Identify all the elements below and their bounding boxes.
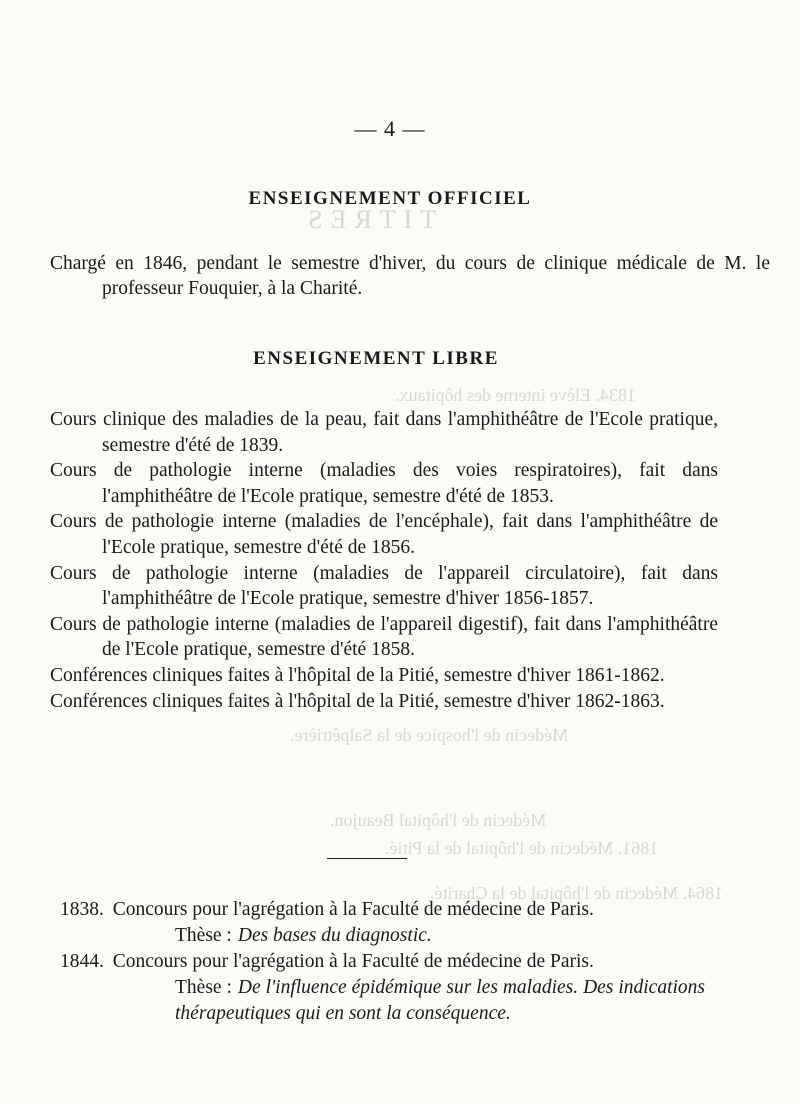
concours-item: [50, 897, 718, 949]
page-number: — 4 —: [354, 116, 426, 141]
list-item: Cours clinique des maladies de la peau, fait dans l'amphithéâtre de l'Ecole pratique, semestre d'été de 1839.: [50, 409, 718, 456]
list-item: Cours de pathologie interne (maladies de l'appareil digestif), fait dans l'amphithéâtre de l'Ecole pratique, semestre d'été 1858.: [50, 613, 718, 661]
these-line: [50, 975, 705, 1027]
list-item: Cours de pathologie interne (maladies des voies respiratoires), fait dans l'amphithéâtre de l'Ecole pratique, semestre d'été de 1853.: [50, 460, 718, 507]
show-through-text: 1861. Médecin de l'hôpital de la Pitié.: [385, 838, 659, 858]
these-label: Thèse :: [175, 925, 232, 946]
these-line: [50, 923, 718, 949]
show-through-text: 1834. Elève interne des hôpitaux.: [395, 385, 636, 405]
officiel-entry: Chargé en 1846, pendant le semestre d'hiver, du cours de clinique médicale de M. le professeur Fouquier, à la Charité.: [50, 253, 770, 299]
show-through-text: 1864. Médecin de l'hôpital de la Charité.: [430, 883, 724, 903]
concours-list: [50, 897, 718, 1027]
concours-year: 1838.: [60, 899, 104, 920]
section-heading-officiel: ENSEIGNEMENT OFFICIEL: [248, 188, 532, 209]
list-item: Cours de pathologie interne (maladies de l'encéphale), fait dans l'amphithéâtre de l'Ecole pratique, semestre d'été de 1856.: [50, 511, 718, 558]
list-item: Conférences cliniques faites à l'hôpital de la Pitié, semestre d'hiver 1861-1862.: [50, 664, 665, 686]
section-heading-libre: ENSEIGNEMENT LIBRE: [253, 348, 499, 369]
concours-line: [50, 949, 718, 975]
list-item: Cours de pathologie interne (maladies de l'appareil circulatoire), fait dans l'amphithéâtre de l'Ecole pratique, semestre d'hiver 1856-1857.: [50, 562, 718, 610]
libre-list: [50, 407, 718, 714]
section-divider: [327, 858, 407, 859]
these-title: Des bases du diagnostic.: [237, 925, 432, 946]
concours-text: Concours pour l'agrégation à la Faculté de médecine de Paris.: [112, 899, 594, 920]
concours-item: [50, 949, 718, 1027]
these-label: Thèse :: [175, 977, 232, 998]
these-title: De l'influence épidémique sur les maladies. Des indications thérapeutiques qui en sont la conséquence.: [175, 977, 705, 1024]
show-through-text: Médecin de l'hôpital Beaujon.: [330, 810, 547, 830]
concours-text: Concours pour l'agrégation à la Faculté de médecine de Paris.: [112, 951, 594, 972]
concours-line: [50, 897, 718, 923]
list-item: Conférences cliniques faites à l'hôpital de la Pitié, semestre d'hiver 1862-1863.: [50, 690, 665, 712]
concours-year: 1844.: [60, 951, 104, 972]
show-through-text: Médecin de l'hospice de la Salpêtrière.: [290, 725, 569, 745]
show-through-text: TITRES: [300, 205, 437, 234]
